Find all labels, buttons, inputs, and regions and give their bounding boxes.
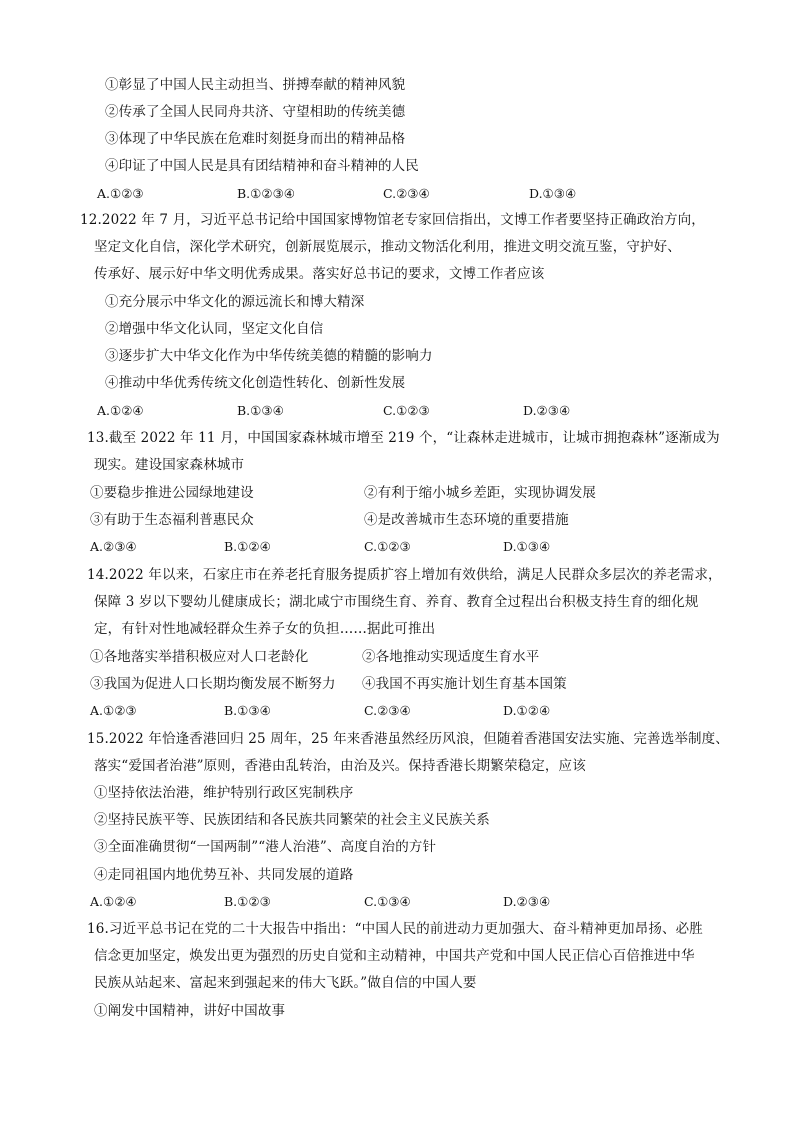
q15-option-b: B.①②③	[224, 894, 271, 909]
q16-item-1: ①阐发中国精神，讲好中国故事	[94, 1003, 286, 1019]
q11-option-b: B.①②③④	[237, 186, 295, 201]
q11-item-1: ①彰显了中国人民主动担当、拼搏奉献的精神风貌	[105, 77, 406, 93]
q13-option-d: D.①③④	[503, 539, 551, 554]
q14-option-b: B.①③④	[224, 703, 271, 718]
q15-option-a: A.①②④	[90, 894, 137, 909]
q14-item-3: ③我国为促进人口长期均衡发展不断努力	[90, 676, 336, 692]
q14-stem-line-3: 定，有针对性地减轻群众生养子女的负担……据此可推出	[94, 621, 436, 637]
q15-stem-line-2: 落实“爱国者治港”原则，香港由乱转治，由治及兴。保持香港长期繁荣稳定，应该	[94, 758, 586, 774]
q12-stem-line-3: 传承好、展示好中华文明优秀成果。落实好总书记的要求，文博工作者应该	[94, 266, 545, 282]
q15-option-c: C.①③④	[364, 894, 411, 909]
q14-stem-line-1: 14.2022 年以来，石家庄市在养老托育服务提质扩容上增加有效供给，满足人民群众多层次的养老需求，	[87, 567, 722, 583]
q14-option-a: A.①②③	[90, 703, 137, 718]
q15-option-d: D.②③④	[503, 894, 551, 909]
q11-item-4: ④印证了中国人民是具有团结精神和奋斗精神的人民	[105, 158, 419, 174]
q13-item-1: ①要稳步推进公园绿地建设	[90, 485, 254, 501]
q11-option-a: A.①②③	[97, 186, 144, 201]
q11-item-2: ②传承了全国人民同舟共济、守望相助的传统美德	[105, 104, 406, 120]
q13-stem-line-2: 现实。建设国家森林城市	[94, 457, 245, 473]
q12-item-2: ②增强中华文化认同，坚定文化自信	[105, 321, 324, 337]
q12-item-1: ①充分展示中华文化的源远流长和博大精深	[105, 294, 365, 310]
q11-option-d: D.①③④	[529, 186, 577, 201]
q16-stem-line-1: 16.习近平总书记在党的二十大报告中指出：“中国人民的前进动力更加强大、奋斗精神更加昂扬、必胜	[87, 921, 703, 937]
q14-stem-line-2: 保障 3 岁以下婴幼儿健康成长；湖北咸宁市围绕生育、养育、教育全过程出台积极支持生育的细化规	[94, 594, 699, 610]
q14-item-1: ①各地落实举措积极应对人口老龄化	[90, 649, 309, 665]
q13-item-4: ④是改善城市生态环境的重要措施	[364, 512, 569, 528]
q15-item-2: ②坚持民族平等、民族团结和各民族共同繁荣的社会主义民族关系	[94, 812, 490, 828]
q15-stem-line-1: 15.2022 年恰逢香港回归 25 周年，25 年来香港虽然经历风浪，但随着香港国安法实施、完善选举制度、	[87, 731, 729, 747]
q12-option-a: A.①②④	[97, 403, 144, 418]
q14-item-2: ②各地推动实现适度生育水平	[362, 649, 540, 665]
q13-option-c: C.①②③	[364, 539, 411, 554]
q11-item-3: ③体现了中华民族在危难时刻挺身而出的精神品格	[105, 131, 406, 147]
q14-option-d: D.①②④	[503, 703, 551, 718]
q14-option-c: C.②③④	[364, 703, 411, 718]
q12-stem-line-2: 坚定文化自信，深化学术研究，创新展览展示，推动文物活化利用，推进文明交流互鉴，守护好、	[94, 239, 681, 255]
q11-option-c: C.②③④	[383, 186, 430, 201]
q12-option-b: B.①③④	[237, 403, 284, 418]
q13-option-a: A.②③④	[90, 539, 137, 554]
q13-item-3: ③有助于生态福利普惠民众	[90, 512, 254, 528]
q12-stem-line-1: 12.2022 年 7 月，习近平总书记给中国国家博物馆老专家回信指出，文博工作者要坚持正确政治方向，	[80, 212, 705, 228]
q12-item-4: ④推动中华优秀传统文化创造性转化、创新性发展	[105, 375, 406, 391]
q16-stem-line-2: 信念更加坚定，焕发出更为强烈的历史自觉和主动精神，中国共产党和中国人民正信心百倍推进中华	[94, 948, 695, 964]
q15-item-4: ④走同祖国内地优势互补、共同发展的道路	[94, 867, 354, 883]
q14-item-4: ④我国不再实施计划生育基本国策	[362, 676, 567, 692]
q13-option-b: B.①②④	[224, 539, 271, 554]
q16-stem-line-3: 民族从站起来、富起来到强起来的伟大飞跃。”做自信的中国人要	[94, 975, 477, 991]
q15-item-1: ①坚持依法治港，维护特别行政区宪制秩序	[94, 785, 354, 801]
q12-option-c: C.①②③	[383, 403, 430, 418]
q12-item-3: ③逐步扩大中华文化作为中华传统美德的精髓的影响力	[105, 348, 433, 364]
q12-option-d: D.②③④	[523, 403, 571, 418]
q15-item-3: ③全面准确贯彻“一国两制”“港人治港”、高度自治的方针	[94, 839, 437, 855]
q13-stem-line-1: 13.截至 2022 年 11 月，中国国家森林城市增至 219 个，“让森林走进城市，让城市拥抱森林”逐渐成为	[87, 430, 720, 446]
q13-item-2: ②有利于缩小城乡差距，实现协调发展	[364, 485, 597, 501]
